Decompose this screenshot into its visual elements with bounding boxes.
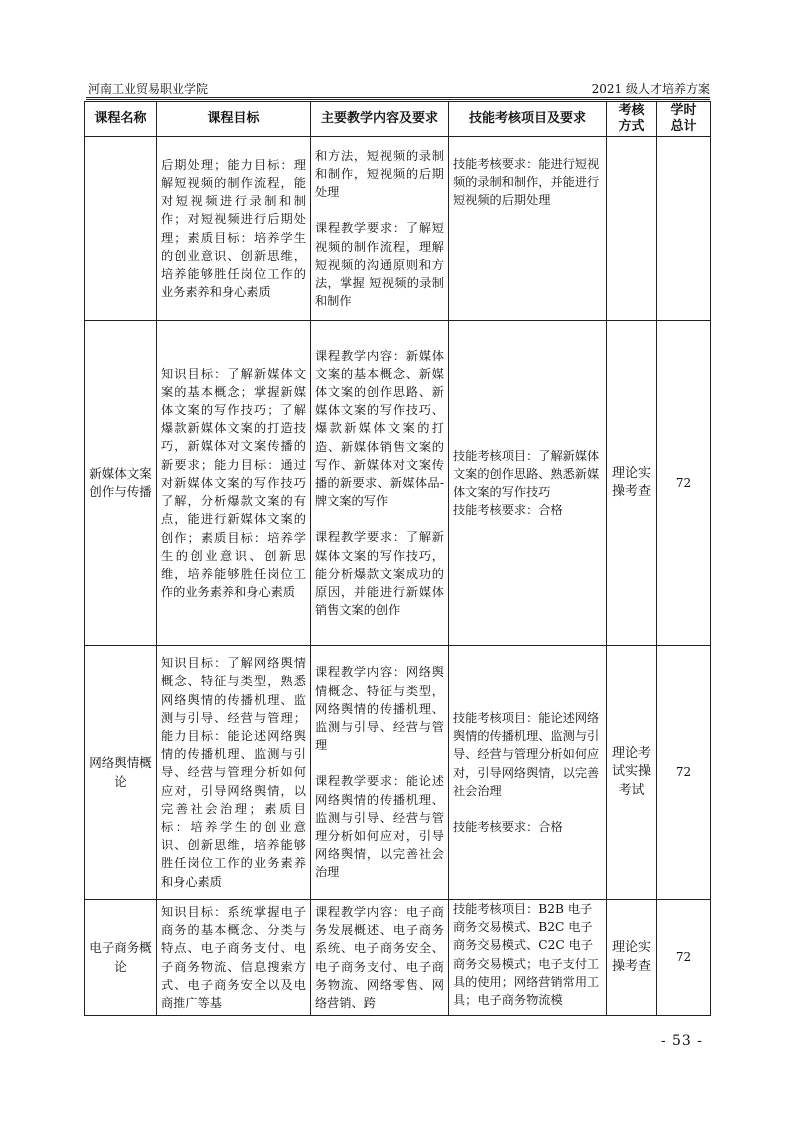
total-hours: 72 (657, 900, 711, 1016)
assessment-mode (607, 137, 657, 321)
col-header-skill-assessment: 技能考核项目及要求 (449, 102, 607, 137)
table-row (85, 900, 711, 1016)
table-row (85, 137, 711, 321)
total-hours: 72 (657, 646, 711, 900)
skill-requirement: 技能考核要求：能进行短视频的录制和制作，并能进行短视频的后期处理 (453, 157, 600, 208)
skill-assessment (449, 900, 607, 1016)
content-part: 和方法，短视频的录制和制作，短视频的后期处理 (315, 148, 444, 200)
teaching-content (311, 137, 449, 321)
content-part: 课程教学内容：网络舆情概念、特征与类型，网络舆情的传播机理、监测与引导、经营与管理 (315, 665, 444, 753)
col-header-assessment-mode (607, 102, 657, 137)
col-header-teaching-content: 主要教学内容及要求 (311, 102, 449, 137)
skill-assessment (449, 321, 607, 646)
skill-project: 技能考核项目：了解新媒体文案的创作思路、熟悉新媒体文案的写作技巧 (453, 448, 600, 499)
course-goal: 知识目标：系统掌握电子商务的基本概念、分类与特点、电子商务支付、电子商务物流、信息搜索方式、电子商务安全以及电商推广等基 (157, 900, 311, 1016)
table-row (85, 321, 711, 646)
skill-requirement: 技能考核要求：合格 (453, 503, 563, 518)
col-header-course-name: 课程名称 (85, 102, 157, 137)
total-hours (657, 137, 711, 321)
course-goal: 知识目标：了解网络舆情概念、特征与类型，熟悉网络舆情的传播机理、监测与引导、经营与管理；能力目标：能论述网络舆情的传播机理、监测与引导、经营与管理分析如何应对，引导网络舆情，以完善社会治理；素质目标：培养学生的创业意识、创新思维，培养能够胜任岗位工作的业务素养和身心素质 (157, 646, 311, 900)
header-text-line: 学时 (670, 103, 697, 118)
assessment-mode: 理论实操考查 (607, 321, 657, 646)
course-goal: 知识目标：了解新媒体文案的基本概念；掌握新媒体文案的写作技巧；了解爆款新媒体文案的打造技巧，新媒体对文案传播的新要求；能力目标：通过对新媒体文案的写作技巧了解，分析爆款文案的有点，能进行新媒体文案的创作；素质目标：培养学生的创业意识、创新思维，培养能够胜任岗位工作的业务素养和身心素质 (157, 321, 311, 646)
header-text-line: 方式 (618, 119, 645, 134)
plan-title: 2021 级人才培养方案 (591, 82, 710, 96)
course-goal: 后期处理；能力目标：理解短视频的制作流程，能对短视频进行录制和制作；对短视频进行后期处理；素质目标：培养学生的创业意识、创新思维，培养能够胜任岗位工作的业务素养和身心素质 (157, 137, 311, 321)
col-header-total-hours (657, 102, 711, 137)
table-row (85, 646, 711, 900)
header-divider (86, 97, 710, 98)
table-header-row (85, 102, 711, 137)
skill-project: 技能考核项目：能论述网络舆情的传播机理、监测与引导、经营与管理分析如何应对，引导网络舆情，以完善社会治理 (453, 710, 600, 798)
content-requirement: 课程教学要求：了解新媒体文案的写作技巧，能分析爆款文案成功的原因，并能进行新媒体销售文案的创作 (315, 530, 444, 618)
teaching-content (311, 321, 449, 646)
content-requirement: 课程教学要求：能论述网络舆情的传播机理、监测与引导、经营与管理分析如何应对，引导网络舆情，以完善社会治理 (315, 774, 444, 880)
teaching-content (311, 900, 449, 1016)
content-part: 课程教学内容：电子商务发展概述、电子商务系统、电子商务安全、电子商务支付、电子商务物流、网络零售、网络营销、跨 (315, 904, 444, 1010)
header-text-line: 总计 (670, 119, 697, 134)
skill-requirement: 技能考核要求：合格 (453, 819, 563, 834)
total-hours: 72 (657, 321, 711, 646)
col-header-course-goal: 课程目标 (157, 102, 311, 137)
teaching-content (311, 646, 449, 900)
content-part: 课程教学内容：新媒体文案的基本概念、新媒体文案的创作思路、新媒体文案的写作技巧、爆款新媒体文案的打造、新媒体销售文案的写作、新媒体对文案传播的新要求、新媒体品-牌文案的写作 (315, 348, 444, 509)
skill-project: 技能考核项目：B2B 电子商务交易模式、B2C 电子商务交易模式、C2C 电子商务交易模式；电子支付工具的使用；网络营销常用工具；电子商务物流模 (453, 902, 600, 1008)
header-text-line: 考核 (618, 103, 645, 118)
course-name (85, 137, 157, 321)
course-name: 新媒体文案创作与传播 (85, 321, 157, 646)
course-name: 电子商务概论 (85, 900, 157, 1016)
header-divider-secondary (86, 99, 710, 100)
assessment-mode: 理论实操考查 (607, 900, 657, 1016)
assessment-mode: 理论考试实操考试 (607, 646, 657, 900)
content-requirement: 课程教学要求：了解短视频的制作流程，理解短视频的沟通原则和方法，掌握 短视频的录制和制作 (315, 221, 444, 309)
institution-name: 河南工业贸易职业学院 (88, 82, 209, 96)
page-number: - 53 - (660, 1033, 703, 1049)
course-name: 网络舆情概论 (85, 646, 157, 900)
skill-assessment (449, 646, 607, 900)
skill-assessment (449, 137, 607, 321)
course-table (84, 101, 711, 1016)
